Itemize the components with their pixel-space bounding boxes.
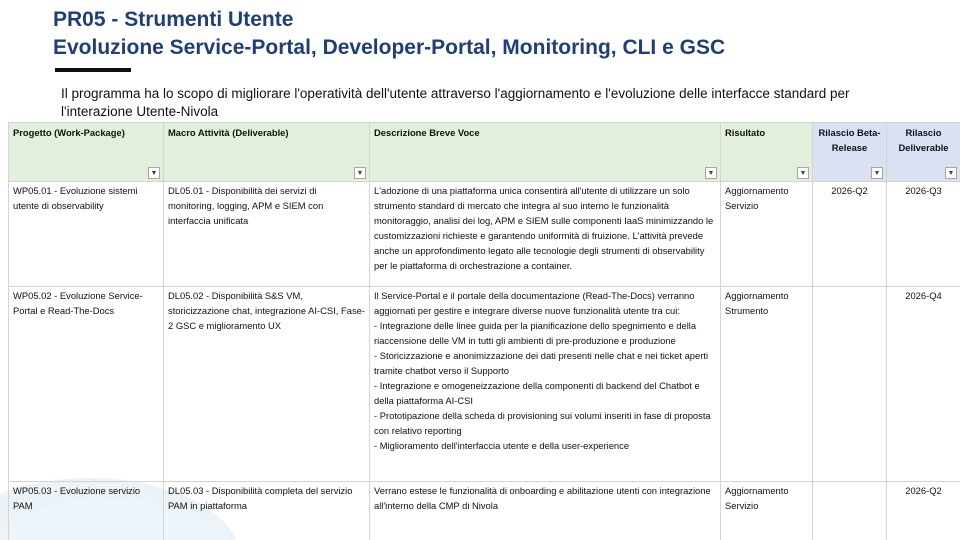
cell-result: Aggiornamento Servizio [721,182,813,287]
cell-deliverable: DL05.02 - Disponibilità S&S VM, storicizzazione chat, integrazione AI-CSI, Fase-2 GSC e miglioramento UX [164,287,370,482]
dropdown-icon[interactable]: ▼ [945,167,957,179]
dropdown-icon[interactable]: ▼ [354,167,366,179]
description-line: Il Service-Portal e il portale della documentazione (Read-The-Docs) verranno aggiornati per gestire e integrare diverse nuove funzionalità utente tra cui: [374,290,695,316]
description-bullet: - Integrazione delle linee guida per la pianificazione dello spegnimento e della riaccensione delle VM in tutti gli ambienti di pre-produzione e produzione [374,320,697,346]
cell-result: Aggiornamento Servizio [721,482,813,540]
cell-deliverable: DL05.03 - Disponibilità completa del servizio PAM in piattaforma [164,482,370,540]
description-line: L'adozione di una piattaforma unica consentirà all'utente di utilizzare un solo strumento standard di mercato che integra al suo interno le funzionalità monitoraggio, analisi dei log, APM e SIEM sulle componenti IaaS minimizzando le customizzazioni richieste e garantendo uniformità di fruizione. L'attività prevede anche un approfondimento legato alle tecnologie degli strumenti di observability per le piattaforma di orchestrazione a container. [374,185,714,271]
cell-project: WP05.01 - Evoluzione sistemi utente di observability [9,182,164,287]
cell-deliverable-release: 2026-Q4 [887,287,960,482]
table-row [9,287,960,482]
description-bullet: - Prototipazione della scheda di provisioning sui volumi inseriti in fase di proposta con relativo reporting [374,410,711,436]
column-header-beta-release: Rilascio Beta-Release ▼ [813,123,887,182]
filter-active-icon[interactable]: ▼ [148,167,160,179]
cell-deliverable-release: 2026-Q2 [887,482,960,540]
column-header-result: Risultato ▼ [721,123,813,182]
filter-active-icon[interactable]: ▼ [705,167,717,179]
page-title [53,6,725,62]
cell-project: WP05.02 - Evoluzione Service-Portal e Read-The-Docs [9,287,164,482]
table-row [9,182,960,287]
dropdown-icon[interactable]: ▼ [797,167,809,179]
cell-project: WP05.03 - Evoluzione servizio PAM [9,482,164,540]
cell-description [370,287,721,482]
cell-description [370,182,721,287]
description-bullet: - Miglioramento dell'interfaccia utente e della user-experience [374,440,630,451]
description-line: Verrano estese le funzionalità di onboarding e abilitazione utenti con integrazione all'interno della CMP di Nivola [374,485,711,511]
column-header-description: Descrizione Breve Voce ▼ [370,123,721,182]
table-header-row [9,123,960,182]
title-line-2: Evoluzione Service-Portal, Developer-Portal, Monitoring, CLI e GSC [53,36,726,59]
cell-deliverable-release: 2026-Q3 [887,182,960,287]
cell-result: Aggiornamento Strumento [721,287,813,482]
title-underline-bar [55,68,131,72]
title-line-1: PR05 - Strumenti Utente [53,8,294,31]
intro-text: Il programma ha lo scopo di migliorare l'operatività dell'utente attraverso l'aggiornamento e l'evoluzione delle interfacce standard per l'interazione Utente-Nivola [61,86,850,119]
work-package-table [8,122,960,540]
cell-description [370,482,721,540]
cell-beta-release: 2026-Q2 [813,182,887,287]
table-row [9,482,960,540]
description-bullet: - Storicizzazione e anonimizzazione dei dati presenti nelle chat e nei ticket aperti tramite chatbot verso il Supporto [374,350,709,376]
description-bullet: - Integrazione e omogeneizzazione della componenti di backend del Chatbot e della piattaforma AI-CSI [374,380,700,406]
dropdown-icon[interactable]: ▼ [871,167,883,179]
cell-beta-release [813,482,887,540]
column-header-project: Progetto (Work-Package) ▼ [9,123,164,182]
column-header-deliverable: Macro Attività (Deliverable) ▼ [164,123,370,182]
column-header-deliverable-release: Rilascio Deliverable ▼ [887,123,960,182]
cell-deliverable: DL05.01 - Disponibilità dei servizi di monitoring, logging, APM e SIEM con interfaccia unificata [164,182,370,287]
cell-beta-release [813,287,887,482]
